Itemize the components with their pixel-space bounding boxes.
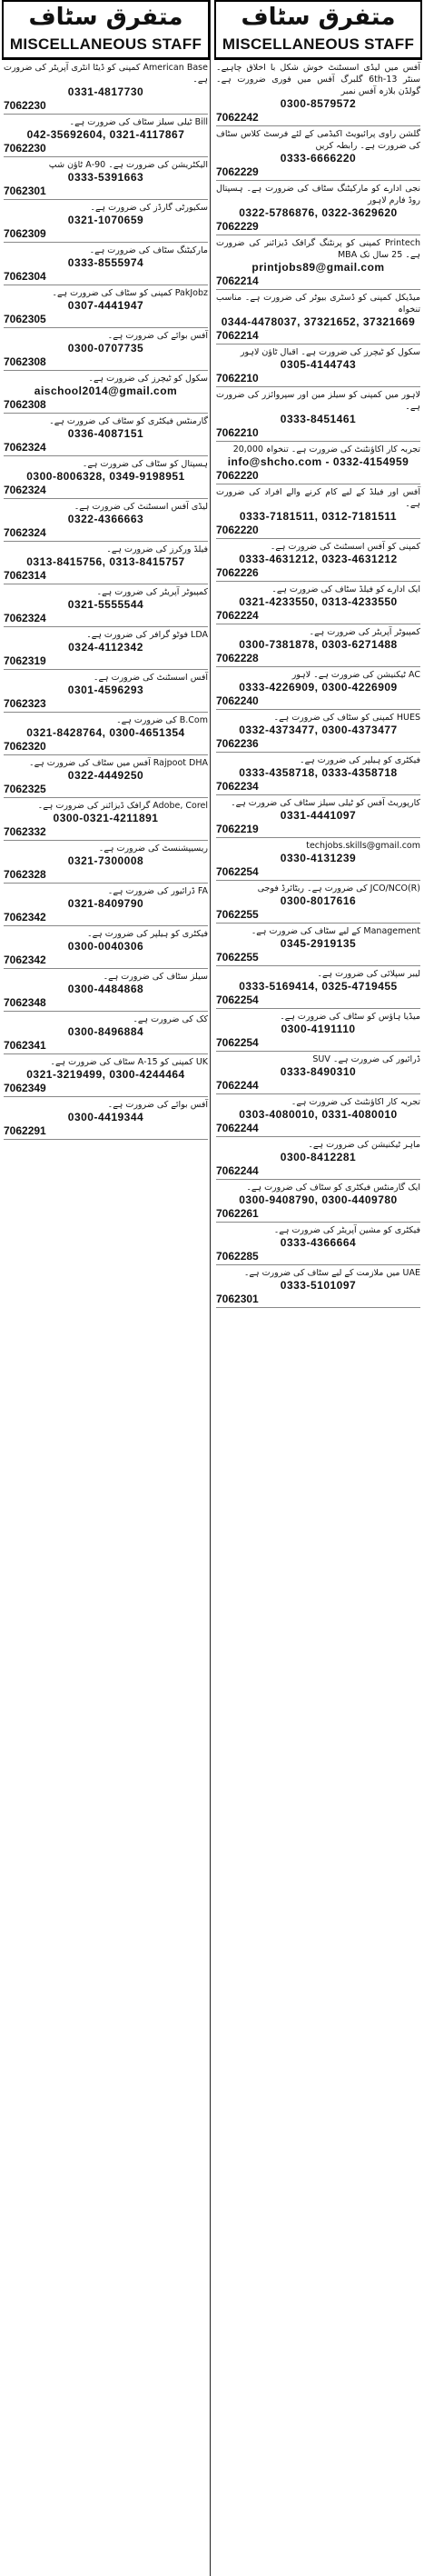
ad-text: ہسپتال کو سٹاف کی ضرورت ہے۔ [82, 459, 208, 469]
classified-ad [4, 157, 208, 200]
ad-code: 7062234 [216, 780, 259, 793]
ad-code: 7062214 [216, 329, 259, 342]
ad-code: 7062342 [4, 954, 46, 966]
ad-code: 7062324 [4, 612, 46, 624]
classified-ad [4, 1054, 208, 1097]
ad-text: فیلڈ ورکرز کی ضرورت ہے۔ [106, 544, 208, 554]
ad-contact: 0321-8409790 [67, 897, 144, 910]
classified-ad [216, 881, 420, 924]
classified-ad [216, 1180, 420, 1223]
classified-ad [4, 285, 208, 328]
classified-ad [4, 969, 208, 1012]
ad-code: 7062236 [216, 737, 259, 750]
ad-text: تجربہ کار اکاؤنٹنٹ کی ضرورت ہے۔ تنخواہ 20,000 [232, 444, 420, 454]
classified-ad [216, 924, 420, 966]
classified-ad [4, 60, 208, 115]
ad-text: لیڈی آفس اسسٹنٹ کی ضرورت ہے۔ [74, 502, 208, 512]
ad-text: مارکیٹنگ سٹاف کی ضرورت ہے۔ [89, 245, 208, 255]
ad-contact: 0313-8415756, 0313-8415757 [26, 555, 185, 568]
ad-code: 7062324 [4, 441, 46, 454]
ad-contact: 0333-4226909, 0300-4226909 [239, 681, 398, 694]
ad-code: 7062349 [4, 1082, 46, 1094]
classified-ad [216, 582, 420, 624]
ad-text: میڈیا ہاؤس کو سٹاف کی ضرورت ہے۔ [280, 1012, 420, 1022]
ad-code: 7062229 [216, 165, 259, 178]
ad-text: نجی ادارے کو مارکیٹنگ سٹاف کی ضرورت ہے۔ ہسپتال روڈ فارم لاہور [216, 184, 420, 205]
ad-code: 7062308 [4, 355, 46, 368]
ad-contact: 0332-4373477, 0300-4373477 [239, 724, 398, 736]
ad-code: 7062304 [4, 270, 46, 283]
ad-text: سکیورٹی گارڈز کی ضرورت ہے۔ [90, 203, 208, 213]
ad-text: کارپوریٹ آفس کو ٹیلی سیلز سٹاف کی ضرورت ہے۔ [231, 798, 420, 808]
right-column-header [214, 0, 422, 60]
ad-contact: 0333-8555974 [67, 256, 144, 269]
ad-code: 7062242 [216, 111, 259, 124]
ad-contact: 0331-4441097 [280, 809, 357, 822]
ad-text: گارمنٹس فیکٹری کو سٹاف کی ضرورت ہے۔ [49, 416, 208, 426]
classified-ad [4, 841, 208, 884]
ad-contact: info@shcho.com - 0332-4154959 [227, 455, 409, 468]
classified-ad [216, 344, 420, 387]
left-column-header [2, 0, 210, 60]
right-ad-list [214, 60, 422, 1308]
ad-contact: 0333-5169414, 0325-4719455 [239, 980, 398, 993]
classified-ad [4, 115, 208, 157]
ad-text: Bill ٹیلی سیلز سٹاف کی ضرورت ہے۔ [69, 117, 208, 127]
ad-contact: 0322-4366663 [67, 513, 144, 525]
classified-ad [4, 328, 208, 371]
ad-contact: 0321-4233550, 0313-4233550 [239, 595, 398, 608]
ad-contact: 0300-8579572 [280, 97, 357, 110]
ad-text: فیکٹری کو ہیلپر کی ضرورت ہے۔ [300, 755, 420, 765]
classified-ad [216, 1009, 420, 1052]
classified-ad [4, 798, 208, 841]
classified-ad [216, 181, 420, 235]
classified-ad [216, 1052, 420, 1094]
ad-contact: 0333-4358718, 0333-4358718 [239, 766, 398, 779]
ad-text: B.Com کی ضرورت ہے۔ [116, 715, 208, 725]
ad-contact: 0321-8428764, 0300-4651354 [26, 726, 185, 739]
ad-contact: 0330-4131239 [280, 852, 357, 864]
ad-text: تجربہ کار اکاؤنٹنٹ کی ضرورت ہے۔ [291, 1097, 420, 1107]
ad-contact: 0305-4144743 [280, 358, 357, 371]
ad-text: JCO/NCO(R) کی ضرورت ہے۔ ریٹائرڈ فوجی [257, 884, 420, 894]
ad-code: 7062226 [216, 566, 259, 579]
ad-code: 7062254 [216, 865, 259, 878]
ad-code: 7062342 [4, 911, 46, 924]
ad-contact: 0321-5555544 [67, 598, 144, 611]
ad-contact: 0333-7181511, 0312-7181511 [239, 510, 398, 523]
ad-code: 7062324 [4, 484, 46, 496]
ad-text: HUES کمپنی کو سٹاف کی ضرورت ہے۔ [273, 713, 420, 723]
ad-contact: 0300-8017616 [280, 894, 357, 907]
ad-contact: 0321-3219499, 0300-4244464 [26, 1068, 185, 1081]
ad-code: 7062244 [216, 1079, 259, 1092]
ad-code: 7062229 [216, 220, 259, 233]
urdu-title: متفرق سٹاف [28, 4, 183, 31]
ad-contact: 0300-4419344 [67, 1111, 144, 1123]
classified-ad [216, 1137, 420, 1180]
classified-ad [4, 243, 208, 285]
ad-code: 7062210 [216, 372, 259, 384]
ad-code: 7062220 [216, 524, 259, 536]
ad-code: 7062244 [216, 1122, 259, 1134]
ad-text: techjobs.skills@gmail.com [306, 841, 420, 851]
classified-ad [4, 670, 208, 713]
ad-text: گلشن راوی پرائیویٹ اکیڈمی کے لئے فرسٹ کلاس سٹاف کی ضرورت ہے۔ رابطہ کریں [216, 129, 420, 151]
ad-text: ایک گارمنٹس فیکٹری کو سٹاف کی ضرورت ہے۔ [246, 1183, 420, 1193]
ad-text: Rajpoot DHA آفس میں سٹاف کی ضرورت ہے۔ [29, 758, 208, 768]
classified-ad [216, 484, 420, 539]
ad-text: AC ٹیکنیشن کی ضرورت ہے۔ لاہور [291, 670, 420, 680]
ad-code: 7062332 [4, 825, 46, 838]
classified-ad [4, 542, 208, 584]
ad-code: 7062254 [216, 1036, 259, 1049]
ad-contact: aischool2014@gmail.com [34, 384, 178, 397]
classified-ad [216, 1223, 420, 1265]
ad-text: American Base کمپنی کو ڈیٹا انٹری آپریٹر کی ضرورت ہے۔ [4, 63, 208, 85]
classified-ad [216, 710, 420, 753]
ad-code: 7062244 [216, 1164, 259, 1177]
ad-text: آفس بوائے کی ضرورت ہے۔ [107, 1100, 208, 1110]
ad-code: 7062320 [4, 740, 46, 753]
classified-ad [4, 1097, 208, 1140]
classified-ad [216, 387, 420, 442]
ad-text: میڈیکل کمپنی کو ڈسٹری بیوٹر کی ضرورت ہے۔ مناسب تنخواہ [216, 293, 420, 315]
classified-ad [216, 126, 420, 181]
ad-code: 7062314 [4, 569, 46, 582]
ad-text: FA ڈرائیور کی ضرورت ہے۔ [107, 886, 208, 896]
ad-contact: 0333-5391663 [67, 171, 144, 184]
classified-ad [216, 235, 420, 290]
ad-contact: 0300-4484868 [67, 983, 144, 995]
ad-text: فیکٹری کو مشین آپریٹر کی ضرورت ہے۔ [273, 1225, 420, 1235]
ad-code: 7062324 [4, 526, 46, 539]
ad-contact: 0333-8490310 [280, 1065, 357, 1078]
urdu-title: متفرق سٹاف [241, 4, 396, 31]
ad-text: کک کی ضرورت ہے۔ [133, 1014, 208, 1024]
ad-code: 7062230 [4, 142, 46, 155]
classified-ad [4, 456, 208, 499]
ad-text: کمپیوٹر آپریٹر کی ضرورت ہے۔ [309, 627, 420, 637]
ad-code: 7062255 [216, 951, 259, 964]
ad-code: 7062301 [4, 185, 46, 197]
ad-contact: 0333-5101097 [280, 1279, 357, 1292]
ad-contact: 0303-4080010, 0331-4080010 [239, 1108, 398, 1121]
classified-ad [4, 584, 208, 627]
ad-contact: 0307-4441947 [67, 299, 144, 312]
ad-code: 7062254 [216, 993, 259, 1006]
ad-code: 7062228 [216, 652, 259, 664]
ad-code: 7062341 [4, 1039, 46, 1052]
ad-contact: 0300-9408790, 0300-4409780 [239, 1193, 398, 1206]
classified-ad [216, 966, 420, 1009]
ad-contact: 0333-8451461 [280, 413, 357, 425]
ad-text: LDA فوٹو گرافر کی ضرورت ہے۔ [86, 630, 208, 640]
left-column [2, 0, 211, 2576]
classified-ad [216, 795, 420, 838]
ad-text: آفس میں لیڈی اسسٹنٹ خوش شکل با اخلاق چاہیے۔ سنٹر 13-6th گلبرگ آفس میں فوری ضرورت ہے۔ گولڈن بلازہ آفس نمبر [216, 63, 420, 96]
ad-code: 7062328 [4, 868, 46, 881]
ad-code: 7062348 [4, 996, 46, 1009]
ad-contact: 0300-4191110 [281, 1023, 356, 1035]
english-title: MISCELLANEOUS STAFF [222, 35, 415, 53]
ad-code: 7062285 [216, 1250, 259, 1263]
classified-ad [4, 755, 208, 798]
ad-code: 7062224 [216, 609, 259, 622]
classified-ad [4, 884, 208, 926]
classified-ad [216, 624, 420, 667]
ad-contact: 0300-0707735 [67, 342, 144, 354]
ad-text: Printech کمپنی کو پرنٹنگ گرافک ڈیزائنر کی ضرورت ہے۔ 25 سال تک MBA [216, 238, 420, 260]
ad-text: ایک ادارے کو فیلڈ سٹاف کی ضرورت ہے۔ [271, 584, 420, 594]
ad-text: آفس اور فیلڈ کے لیے کام کرنے والے افراد کی ضرورت ہے۔ [216, 487, 420, 509]
ad-text: آفس بوائے کی ضرورت ہے۔ [107, 331, 208, 341]
ad-text: Adobe, Corel گرافک ڈیزائنر کی ضرورت ہے۔ [37, 801, 208, 811]
ad-code: 7062309 [4, 227, 46, 240]
ad-contact: 0300-7381878, 0303-6271488 [239, 638, 398, 651]
ad-contact: 0331-4817730 [67, 85, 144, 98]
ad-text: ڈرائیور کی ضرورت ہے۔ SUV [312, 1054, 420, 1064]
ad-text: سیلز سٹاف کی ضرورت ہے۔ [103, 972, 208, 982]
ad-code: 7062230 [4, 99, 46, 112]
ad-code: 7062210 [216, 426, 259, 439]
ad-code: 7062323 [4, 697, 46, 710]
ad-contact: 0321-7300008 [67, 854, 144, 867]
ad-contact: 0345-2919135 [280, 937, 357, 950]
ad-contact: 0300-0321-4211891 [53, 812, 159, 824]
ad-contact: 0300-8496884 [67, 1025, 144, 1038]
ad-text: الیکٹریشن کی ضرورت ہے۔ 90-A ٹاؤن شپ [48, 160, 208, 170]
ad-contact: 0300-8006328, 0349-9198951 [26, 470, 185, 483]
ad-contact: 0300-8412281 [280, 1151, 357, 1163]
classified-ad [216, 1265, 420, 1308]
ad-text: لیبر سپلائی کی ضرورت ہے۔ [317, 969, 420, 979]
ad-contact: 0333-4366664 [280, 1236, 357, 1249]
classified-ad [216, 1094, 420, 1137]
ad-code: 7062291 [4, 1124, 46, 1137]
classified-ad [216, 539, 420, 582]
left-ad-list [2, 60, 210, 1140]
ad-text: فیکٹری کو ہیلپر کی ضرورت ہے۔ [87, 929, 208, 939]
ad-contact: 0333-4631212, 0323-4631212 [239, 553, 398, 565]
ad-contact: 0333-6666220 [280, 152, 357, 165]
classified-ad [216, 753, 420, 795]
classified-ad [216, 290, 420, 344]
classified-ad [4, 926, 208, 969]
ad-text: Management کے لیے سٹاف کی ضرورت ہے۔ [251, 926, 420, 936]
ad-text: PakJobz کمپنی کو سٹاف کی ضرورت ہے۔ [52, 288, 208, 298]
ad-contact: 0300-0040306 [67, 940, 144, 953]
classified-ad [216, 838, 420, 881]
ad-contact: 0336-4087151 [67, 427, 144, 440]
ad-text: UK کمپنی کو 15-A سٹاف کی ضرورت ہے۔ [50, 1057, 208, 1067]
ad-code: 7062240 [216, 694, 259, 707]
ad-text: سکول کو ٹیچرز کی ضرورت ہے۔ اقبال ٹاؤن لاہور [240, 347, 420, 357]
classified-ad [4, 627, 208, 670]
ad-contact: 0301-4596293 [67, 684, 144, 696]
ad-text: ماہر ٹیکنیشن کی ضرورت ہے۔ [308, 1140, 420, 1150]
classified-ad [216, 667, 420, 710]
ad-contact: 042-35692604, 0321-4117867 [26, 128, 185, 141]
ad-code: 7062261 [216, 1207, 259, 1220]
ad-contact: 0324-4112342 [68, 641, 143, 654]
ad-code: 7062255 [216, 908, 259, 921]
ad-code: 7062319 [4, 654, 46, 667]
ad-text: آفس اسسٹنٹ کی ضرورت ہے۔ [93, 673, 208, 683]
right-column [214, 0, 422, 2576]
ad-text: سکول کو ٹیچرز کی ضرورت ہے۔ [88, 374, 208, 384]
classified-ad [4, 414, 208, 456]
ad-code: 7062219 [216, 823, 259, 835]
ad-text: ریسیپشنسٹ کی ضرورت ہے۔ [98, 844, 208, 854]
ad-code: 7062325 [4, 783, 46, 795]
ad-text: کمپیوٹر آپریٹر کی ضرورت ہے۔ [96, 587, 208, 597]
classified-ad [4, 1012, 208, 1054]
classified-ad [4, 713, 208, 755]
ad-code: 7062214 [216, 275, 259, 287]
ad-code: 7062220 [216, 469, 259, 482]
english-title: MISCELLANEOUS STAFF [9, 35, 202, 53]
classified-ad [216, 442, 420, 484]
ad-text: کمپنی کو آفس اسسٹنٹ کی ضرورت ہے۔ [270, 542, 420, 552]
ad-code: 7062305 [4, 313, 46, 325]
ad-contact: 0322-5786876, 0322-3629620 [239, 206, 398, 219]
ad-code: 7062308 [4, 398, 46, 411]
ad-text: UAE میں ملازمت کے لیے سٹاف کی ضرورت ہے۔ [243, 1268, 420, 1278]
classified-ad [4, 499, 208, 542]
classified-ad [4, 200, 208, 243]
ad-contact: 0344-4478037, 37321652, 37321669 [221, 315, 416, 328]
classified-ad [216, 60, 420, 126]
ad-text: لاہور میں کمپنی کو سیلز مین اور سپروائزر کی ضرورت ہے۔ [216, 390, 420, 412]
ad-contact: 0322-4449250 [67, 769, 144, 782]
classified-ad [4, 371, 208, 414]
ad-code: 7062301 [216, 1293, 259, 1305]
ad-contact: 0321-1070659 [67, 214, 144, 226]
ad-contact: printjobs89@gmail.com [251, 261, 385, 274]
